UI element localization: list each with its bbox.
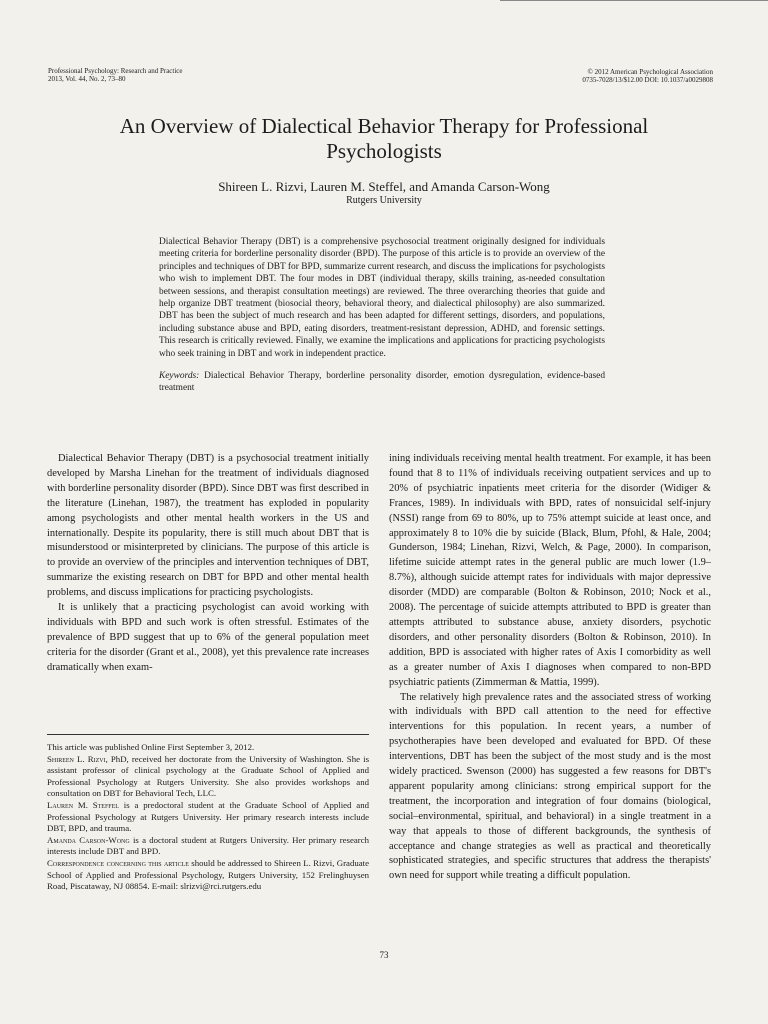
publication-note: This article was published Online First September 3, 2012. bbox=[47, 742, 255, 752]
body-paragraph: The relatively high prevalence rates and the associated stress of working with individuals with BPD call attention to the need for effective interventions for this population. In recent years, a number of psychotherapies have been developed and evaluated for BPD. Of these interventions, DBT has been the subject of the most study and is the most widely practiced. Swenson (2000) has suggested a few reasons for DBT's apparent popularity among clinicians: strong empirical support for the treatment, the incorporation and integration of four domains (biological, social–environmental, spiritual, and behavioral) in a single treatment in a way that appeals to those of different backgrounds, the synthesis of acceptance and change strategies as well as practical and theoretically sophisticated strategies, and specific structures that address the therapists' own need for support while treating a difficult population. bbox=[389, 691, 711, 882]
copyright-header bbox=[582, 68, 713, 84]
body-paragraph: Dialectical Behavior Therapy (DBT) is a psychosocial treatment initially developed by Marsha Linehan for the treatment of individuals diagnosed with borderline personality disorder (BPD). Since DBT was first described in the literature (Linehan, 1987), the treatment has exploded in popularity among psychologists and other mental health workers in the US and internationally. Despite its popularity, there is still much about DBT that is misunderstood or misinterpreted by clinicians. The purpose of this article is to provide an overview of the principles and intervention techniques of DBT, summarize the existing research on DBT for BPD and other mental health problems, and discuss implications for practicing psychologists. bbox=[47, 453, 369, 599]
footnotes bbox=[47, 742, 369, 893]
journal-volume: 2013, Vol. 44, No. 2, 73–80 bbox=[48, 75, 126, 83]
author-name: Amanda Carson-Wong bbox=[47, 834, 130, 845]
author-list: Shireen L. Rizvi, Lauren M. Steffel, and Amanda Carson-Wong bbox=[218, 179, 550, 194]
doi-line: 0735-7028/13/$12.00 DOI: 10.1037/a0029808 bbox=[582, 76, 713, 84]
left-column bbox=[47, 452, 369, 676]
correspondence-label: Correspondence concerning this article bbox=[47, 857, 189, 868]
author-note-steffel bbox=[47, 800, 369, 835]
author-note-carson-wong bbox=[47, 835, 369, 858]
author-bio: , PhD, received her doctorate from the University of Washington. She is assistant professor of clinical psychology at the Graduate School of Applied and Professional Psychology at Rutgers University. She also provides workshops and consultation on DBT for Behavioral Tech, LLC. bbox=[47, 753, 369, 799]
footnote-divider bbox=[47, 734, 369, 735]
author-name: Shireen L. Rizvi bbox=[47, 753, 106, 764]
body-paragraph: It is unlikely that a practicing psychologist can avoid working with individuals with BPD and such work is often stressful. Estimates of the prevalence of BPD suggest that up to 6% of the general population meet criteria for the disorder (Grant et al., 2008), yet this prevalence rate increases dramatically when exam- bbox=[47, 602, 369, 673]
keywords-text: Dialectical Behavior Therapy, borderline personality disorder, emotion dysregulation, evidence-based treatment bbox=[159, 371, 606, 394]
author-note-rizvi bbox=[47, 754, 369, 800]
author-bio: is a predoctoral student at the Graduate School of Applied and Professional Psychology at Rutgers University. Her primary research interests include DBT, BPD, and trauma. bbox=[47, 799, 369, 834]
page-number: 73 bbox=[379, 950, 389, 960]
abstract bbox=[159, 236, 605, 395]
author-bio: is a doctoral student at Rutgers University. Her primary research interests include DBT and BPD. bbox=[47, 834, 370, 857]
article-title: An Overview of Dialectical Behavior Therapy for Professional Psychologists bbox=[119, 114, 649, 163]
keywords-label: Keywords: bbox=[159, 371, 200, 382]
journal-name: Professional Psychology: Research and Practice bbox=[48, 67, 183, 75]
author-name: Lauren M. Steffel bbox=[47, 799, 119, 810]
scan-edge bbox=[500, 0, 768, 1]
copyright-notice: © 2012 American Psychological Association bbox=[587, 68, 713, 76]
correspondence-text: should be addressed to Shireen L. Rizvi, Graduate School of Applied and Professional Psychology, Rutgers University, 152 Frelinghuysen Road, Piscataway, NJ 08854. E-mail: slrizvi@rci.rutgers.edu bbox=[47, 857, 369, 892]
right-column bbox=[389, 452, 711, 884]
keywords bbox=[159, 370, 605, 395]
body-paragraph: ining individuals receiving mental health treatment. For example, it has been found that 8 to 11% of individuals receiving outpatient services and up to 20% of psychiatric inpatients meet criteria for the disorder (Widiger & Frances, 1989). In individuals with BPD, rates of nonsuicidal self-injury (NSSI) range from 69 to 80%, up to 75% attempt suicide at least once, and approximately 8 to 10% die by suicide (Black, Blum, Pfohl, & Hale, 2004; Gunderson, 1984; Linehan, Rizvi, Welch, & Page, 2000). In comparison, lifetime suicide attempt rates in the general public are much lower (1.9–8.7%), although suicide attempt rates for individuals with major depressive disorder (MDD) are comparable (Bolton & Robinson, 2010; Nock et al., 2008). The percentage of suicide attempts attributed to BPD is greater than attempts attributed to substance abuse, anxiety disorders, psychotic disorders, and other personality disorders (Bolton & Robinson, 2010). In addition, BPD is associated with higher rates of Axis I comorbidity as well as a greater number of Axis I diagnoses when compared to non-BPD psychiatric patients (Zimmerman & Mattia, 1999). bbox=[389, 453, 711, 688]
journal-header bbox=[48, 67, 183, 83]
correspondence-note bbox=[47, 858, 369, 893]
abstract-text: Dialectical Behavior Therapy (DBT) is a comprehensive psychosocial treatment originally designed for individuals meeting criteria for borderline personality disorder (BPD). The purpose of this article is to provide an overview of the principles and techniques of DBT for BPD, summarize current research, and discuss the implications for psychologists who wish to implement DBT. The four modes in DBT (individual therapy, skills training, as-needed consultation between sessions, and therapist consultation meetings) are reviewed. The three overarching theories that guide and help organize DBT treatment (biosocial theory, behavioral theory, and dialectical philosophy) are also summarized. DBT has been the subject of much research and has been adapted for different settings, disorders, and populations, including substance abuse and BPD, eating disorders, treatment-resistant depression, ADHD, and forensic settings. This research is critically reviewed. Finally, we examine the implications and applications for practicing psychologists who seek training in DBT and work in independent practice. bbox=[159, 237, 605, 359]
affiliation: Rutgers University bbox=[346, 195, 422, 206]
